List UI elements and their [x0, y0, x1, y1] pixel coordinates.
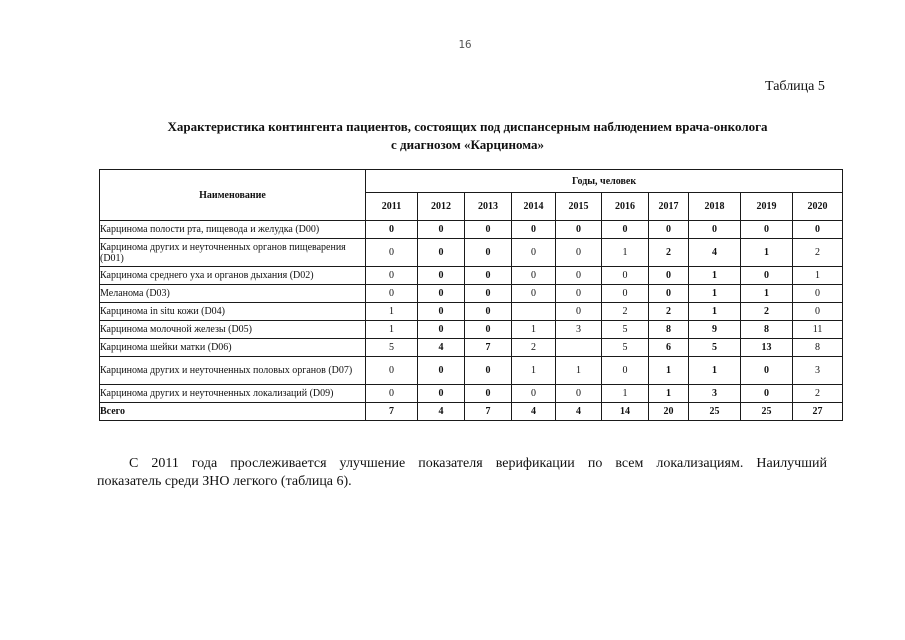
table-cell: 0 [556, 267, 602, 285]
table-cell: 1 [689, 357, 741, 385]
table-cell: 0 [649, 285, 689, 303]
table-cell: 0 [793, 221, 843, 239]
paragraph-line-1: С 2011 года прослеживается улучшение показателя верификации по всем локализациям. Наилучший [129, 456, 827, 471]
total-cell: 20 [649, 403, 689, 421]
table-cell: 8 [741, 321, 793, 339]
table-cell: 0 [465, 267, 512, 285]
row-label: Карцинома среднего уха и органов дыхания (D02) [100, 267, 366, 285]
table-cell: 13 [741, 339, 793, 357]
table-cell: 0 [465, 221, 512, 239]
table-cell: 2 [602, 303, 649, 321]
table-cell: 1 [512, 321, 556, 339]
total-label: Всего [100, 403, 366, 421]
table-cell: 4 [418, 339, 465, 357]
table-cell: 8 [649, 321, 689, 339]
table-cell: 11 [793, 321, 843, 339]
table-row [100, 239, 843, 267]
table-cell: 0 [366, 221, 418, 239]
header-name: Наименование [100, 170, 366, 221]
table-cell: 2 [512, 339, 556, 357]
carcinoma-table [99, 169, 843, 421]
table-cell: 3 [793, 357, 843, 385]
table-row [100, 385, 843, 403]
year-header-cell: 2018 [689, 193, 741, 221]
table-cell: 1 [649, 385, 689, 403]
total-cell: 7 [465, 403, 512, 421]
row-label: Карцинома полости рта, пищевода и желудка (D00) [100, 221, 366, 239]
table-cell: 1 [602, 385, 649, 403]
table-cell: 1 [602, 239, 649, 267]
year-header-cell: 2014 [512, 193, 556, 221]
year-header-cell: 2017 [649, 193, 689, 221]
table-title-line-2: с диагнозом «Карцинома» [391, 137, 544, 152]
table-cell: 0 [366, 357, 418, 385]
table-cell: 3 [689, 385, 741, 403]
row-label: Карцинома других и неуточненных локализаций (D09) [100, 385, 366, 403]
table-cell: 3 [556, 321, 602, 339]
row-label: Меланома (D03) [100, 285, 366, 303]
table-body [100, 221, 843, 421]
table-cell [556, 339, 602, 357]
table-cell: 0 [418, 385, 465, 403]
total-cell: 14 [602, 403, 649, 421]
body-paragraph [97, 455, 827, 491]
table-title [100, 118, 835, 154]
table-cell: 0 [418, 239, 465, 267]
table-cell: 0 [512, 221, 556, 239]
year-header-cell: 2020 [793, 193, 843, 221]
table-cell: 4 [689, 239, 741, 267]
table-cell: 0 [793, 285, 843, 303]
table-cell: 1 [366, 321, 418, 339]
table-cell: 1 [556, 357, 602, 385]
table-caption: Таблица 5 [765, 79, 825, 94]
page-number: 16 [458, 38, 472, 51]
year-header-cell: 2015 [556, 193, 602, 221]
table-row [100, 357, 843, 385]
header-years: Годы, человек [366, 170, 843, 193]
table-cell: 0 [366, 239, 418, 267]
table-row [100, 221, 843, 239]
total-row [100, 403, 843, 421]
table-cell: 0 [418, 321, 465, 339]
table-cell: 6 [649, 339, 689, 357]
total-cell: 4 [556, 403, 602, 421]
table-cell: 1 [793, 267, 843, 285]
table-cell: 0 [366, 285, 418, 303]
table-row [100, 285, 843, 303]
table-cell: 0 [418, 357, 465, 385]
table-cell: 0 [602, 267, 649, 285]
table-cell: 0 [465, 321, 512, 339]
table-cell: 2 [649, 303, 689, 321]
year-header-cell: 2011 [366, 193, 418, 221]
table-cell: 0 [793, 303, 843, 321]
table-cell: 0 [512, 285, 556, 303]
table-row [100, 267, 843, 285]
table-cell: 0 [418, 285, 465, 303]
row-label: Карцинома молочной железы (D05) [100, 321, 366, 339]
row-label: Карцинома других и неуточненных органов пищеварения (D01) [100, 239, 366, 267]
table-cell: 5 [602, 339, 649, 357]
table-cell: 1 [689, 285, 741, 303]
table-cell: 0 [465, 303, 512, 321]
table-cell: 0 [741, 267, 793, 285]
table-cell: 0 [741, 385, 793, 403]
table-cell: 1 [689, 267, 741, 285]
paragraph-line-2: показатель среди ЗНО легкого (таблица 6). [97, 474, 352, 489]
table-cell: 0 [418, 221, 465, 239]
table-cell: 0 [465, 357, 512, 385]
table-row [100, 303, 843, 321]
table-cell: 0 [556, 285, 602, 303]
row-label: Карцинома других и неуточненных половых органов (D07) [100, 357, 366, 385]
year-header-cell: 2013 [465, 193, 512, 221]
table-cell: 0 [418, 267, 465, 285]
table-cell: 1 [649, 357, 689, 385]
table-cell: 1 [366, 303, 418, 321]
table-cell: 2 [793, 239, 843, 267]
table-cell: 0 [556, 221, 602, 239]
total-cell: 27 [793, 403, 843, 421]
table-cell: 2 [741, 303, 793, 321]
table-row [100, 321, 843, 339]
table-cell: 0 [602, 357, 649, 385]
year-header-cell: 2019 [741, 193, 793, 221]
table-cell: 0 [512, 267, 556, 285]
row-label: Карцинома in situ кожи (D04) [100, 303, 366, 321]
table-cell: 0 [689, 221, 741, 239]
table-cell: 0 [465, 385, 512, 403]
total-cell: 4 [512, 403, 556, 421]
table-cell: 1 [689, 303, 741, 321]
table-row [100, 339, 843, 357]
table-cell: 1 [741, 239, 793, 267]
table-cell: 0 [556, 303, 602, 321]
table-cell: 0 [741, 221, 793, 239]
table-cell: 0 [649, 221, 689, 239]
total-cell: 25 [689, 403, 741, 421]
table-cell: 0 [649, 267, 689, 285]
table-cell: 5 [366, 339, 418, 357]
total-cell: 7 [366, 403, 418, 421]
total-cell: 4 [418, 403, 465, 421]
table-cell: 0 [465, 239, 512, 267]
table-cell: 1 [741, 285, 793, 303]
table-cell: 7 [465, 339, 512, 357]
table-cell: 0 [602, 285, 649, 303]
total-cell: 25 [741, 403, 793, 421]
year-header-cell: 2016 [602, 193, 649, 221]
table-cell: 0 [366, 385, 418, 403]
table-cell: 5 [689, 339, 741, 357]
table-cell: 0 [366, 267, 418, 285]
table-cell: 0 [465, 285, 512, 303]
table-cell: 2 [793, 385, 843, 403]
table-cell: 0 [741, 357, 793, 385]
table-cell: 0 [556, 385, 602, 403]
table-cell: 0 [512, 385, 556, 403]
year-header-cell: 2012 [418, 193, 465, 221]
table-cell: 2 [649, 239, 689, 267]
table-cell: 0 [556, 239, 602, 267]
table-title-line-1: Характеристика контингента пациентов, состоящих под диспансерным наблюдением врача-онколога [167, 119, 768, 134]
row-label: Карцинома шейки матки (D06) [100, 339, 366, 357]
table-cell [512, 303, 556, 321]
table-cell: 0 [602, 221, 649, 239]
table-cell: 9 [689, 321, 741, 339]
table-cell: 0 [512, 239, 556, 267]
table-cell: 0 [418, 303, 465, 321]
table-cell: 5 [602, 321, 649, 339]
table-cell: 1 [512, 357, 556, 385]
table-cell: 8 [793, 339, 843, 357]
